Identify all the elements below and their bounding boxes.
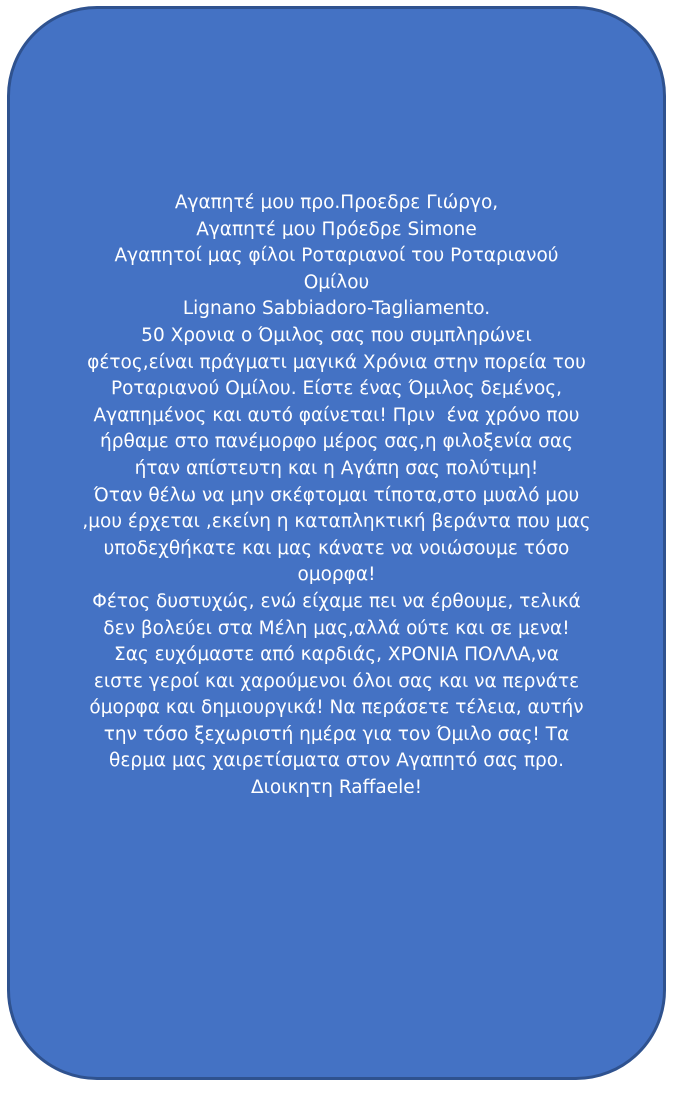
message-line: Lignano Sabbiadoro-Tagliamento. [182, 298, 491, 320]
message-line: όμορφα και δημιουργικά! Να περάσετε τέλεια, αυτήν [89, 697, 584, 719]
message-line: υποδεχθήκατε και μας κάνατε να νοιώσουμε τόσο [103, 537, 570, 559]
message-line: Αγαπημένος και αυτό φαίνεται! Πριν ένα χρόνο που [93, 404, 580, 426]
message-line: Αγαπητέ μου Πρόεδρε Simone [196, 218, 477, 240]
message-line: την τόσο ξεχωριστή ημέρα για τον Όμιλο σας! Τα [103, 723, 570, 745]
message-line: Όταν θέλω να μην σκέφτομαι τίποτα,στο μυαλό μου [93, 484, 580, 506]
message-line: ομορφα! [297, 564, 376, 586]
message-line: Ροταριανού Ομίλου. Είστε ένας Όμιλος δεμένος, [110, 378, 563, 400]
message-line: ήρθαμε στο πανέμορφο μέρος σας,η φιλοξενία σας [100, 431, 573, 453]
message-line: θερμα μας χαιρετίσματα στον Αγαπητό σας προ. [109, 750, 564, 772]
message-card [7, 6, 666, 1080]
message-line: Αγαπητέ μου προ.Προεδρε Γιώργο, [174, 192, 499, 213]
message-line: 50 Χρονια ο Όμιλος σας που συμπληρώνει [141, 324, 532, 346]
message-text [50, 190, 623, 802]
message-line: Ομίλου [303, 271, 370, 293]
message-line: ήταν απίστευτη και η Αγάπη σας πολύτιμη! [134, 457, 539, 479]
message-line: Φέτος δυστυχώς, ενώ είχαμε πει να έρθουμε, τελικά [92, 590, 581, 612]
message-line: Σας ευχόμαστε από καρδιάς, ΧΡΟΝΙΑ ΠΟΛΛΑ,να [114, 644, 559, 666]
message-line: Διοικητη Raffaele! [250, 777, 423, 799]
message-line: δεν βολεύει στα Μέλη μας,αλλά ούτε και σε μενα! [103, 617, 570, 639]
message-line: Αγαπητοί μας φίλοι Ροταριανοί του Ροταριανού [114, 245, 559, 267]
message-line: ειστε γεροί και χαρούμενοι όλοι σας και να περνάτε [93, 670, 580, 692]
message-line: φέτος,είναι πράγματι μαγικά Χρόνια στην πορεία του [87, 351, 586, 373]
message-line: ,μου έρχεται ,εκείνη η καταπληκτική βεράντα που μας [82, 511, 591, 533]
